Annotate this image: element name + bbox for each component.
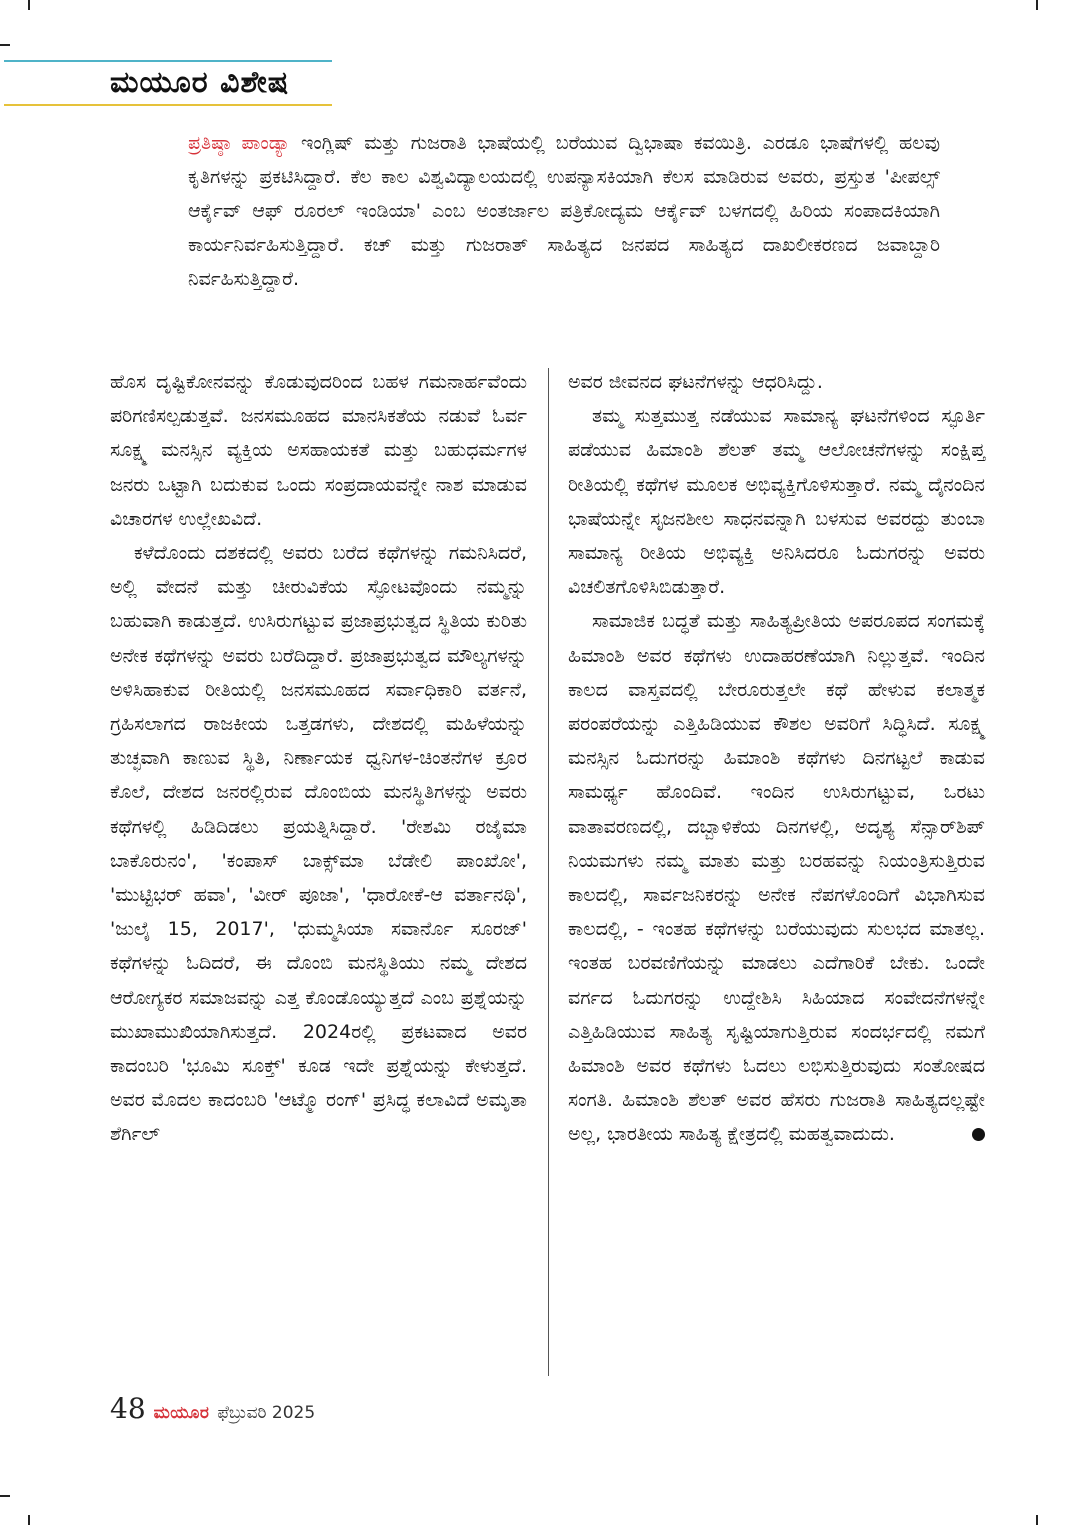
issue-date: ಫೆಬ್ರುವರಿ 2025: [217, 1403, 316, 1423]
paragraph: ಕಳೆದೊಂದು ದಶಕದಲ್ಲಿ ಅವರು ಬರೆದ ಕಥೆಗಳನ್ನು ಗಮನಿಸಿದರೆ, ಅಲ್ಲಿ ವೇದನೆ ಮತ್ತು ಚೀರುವಿಕೆಯ ಸ್ಫೋಟವೊಂದು ನಮ್ಮನ್ನು ಬಹುವಾಗಿ ಕಾಡುತ್ತದೆ. ಉಸಿರುಗಟ್ಟುವ ಪ್ರಜಾಪ್ರಭುತ್ವದ ಸ್ಥಿತಿಯ ಕುರಿತು ಅನೇಕ ಕಥೆಗಳನ್ನು ಅವರು ಬರೆದಿದ್ದಾರೆ. ಪ್ರಜಾಪ್ರಭುತ್ವದ ಮೌಲ್ಯಗಳನ್ನು ಅಳಿಸಿಹಾಕುವ ರೀತಿಯಲ್ಲಿ ಜನಸಮೂಹದ ಸರ್ವಾಧಿಕಾರಿ ವರ್ತನೆ, ಗ್ರಹಿಸಲಾಗದ ರಾಜಕೀಯ ಒತ್ತಡಗಳು, ದೇಶದಲ್ಲಿ ಮಹಿಳೆಯನ್ನು ತುಚ್ಛವಾಗಿ ಕಾಣುವ ಸ್ಥಿತಿ, ನಿರ್ಣಾಯಕ ಧ್ವನಿಗಳ-ಚಿಂತನೆಗಳ ಕ್ರೂರ ಕೊಲೆ, ದೇಶದ ಜನರಲ್ಲಿರುವ ದೊಂಬಿಯ ಮನಸ್ಥಿತಿಗಳನ್ನು ಅವರು ಕಥೆಗಳಲ್ಲಿ ಹಿಡಿದಿಡಲು ಪ್ರಯತ್ನಿಸಿದ್ದಾರೆ. 'ರೇಶಮಿ ರಜೈಮಾ ಬಾಕೊರುನಂ', 'ಕಂಪಾಸ್ ಬಾಕ್ಸ್‌ಮಾ ಬೆಡೇಲಿ ಪಾಂಖೋ', 'ಮುಟ್ಟಿಭರ್ ಹವಾ', 'ವೀರ್ ಪೂಜಾ', 'ಧಾರೋಕೆ-ಆ ವರ್ತಾನಥಿ', 'ಜುಲೈ 15, 2017', 'ಧುಮ್ಮಸಿಯಾ ಸವಾರ್ನೊ ಸೂರಜ್' ಕಥೆಗಳನ್ನು ಓದಿದರೆ, ಈ ದೊಂಬಿ ಮನಸ್ಥಿತಿಯು ನಮ್ಮ ದೇಶದ ಆರೋಗ್ಯಕರ ಸಮಾಜವನ್ನು ಎತ್ತ ಕೊಂಡೊಯ್ಯುತ್ತದೆ ಎಂಬ ಪ್ರಶ್ನೆಯನ್ನು ಮುಖಾಮುಖಿಯಾಗಿಸುತ್ತದೆ. 2024ರಲ್ಲಿ ಪ್ರಕಟವಾದ ಅವರ ಕಾದಂಬರಿ 'ಭೂಮಿ ಸೂಕ್ತ್' ಕೂಡ ಇದೇ ಪ್ರಶ್ನೆಯನ್ನು ಕೇಳುತ್ತದೆ. ಅವರ ಮೊದಲ ಕಾದಂಬರಿ 'ಆಟ್ಮೊ ರಂಗ್' ಪ್ರಸಿದ್ಧ ಕಲಾವಿದೆ ಅಮೃತಾ ಶೆರ್ಗಿಲ್: [110, 542, 527, 1146]
magazine-logo: ಮಯೂರ: [153, 1403, 210, 1423]
crop-mark: [28, 1515, 30, 1525]
crop-mark: [1036, 1515, 1038, 1525]
page-number: 48: [110, 1392, 146, 1425]
crop-mark: [1036, 0, 1038, 10]
paragraph-last: [568, 604, 985, 1151]
paragraph-text: ಸಾಮಾಜಿಕ ಬದ್ಧತೆ ಮತ್ತು ಸಾಹಿತ್ಯಪ್ರೀತಿಯ ಅಪರೂಪದ ಸಂಗಮಕ್ಕೆ ಹಿಮಾಂಶಿ ಅವರ ಕಥೆಗಳು ಉದಾಹರಣೆಯಾಗಿ ನಿಲ್ಲುತ್ತವೆ. ಇಂದಿನ ಕಾಲದ ವಾಸ್ತವದಲ್ಲಿ ಬೇರೂರುತ್ತಲೇ ಕಥೆ ಹೇಳುವ ಕಲಾತ್ಮಕ ಪರಂಪರೆಯನ್ನು ಎತ್ತಿಹಿಡಿಯುವ ಕೌಶಲ ಅವರಿಗೆ ಸಿದ್ಧಿಸಿದೆ. ಸೂಕ್ಷ್ಮ ಮನಸ್ಸಿನ ಓದುಗರನ್ನು ಹಿಮಾಂಶಿ ಕಥೆಗಳು ದಿನಗಟ್ಟಲೆ ಕಾಡುವ ಸಾಮರ್ಥ್ಯ ಹೊಂದಿವೆ. ಇಂದಿನ ಉಸಿರುಗಟ್ಟುವ, ಒರಟು ವಾತಾವರಣದಲ್ಲಿ, ದಬ್ಬಾಳಿಕೆಯ ದಿನಗಳಲ್ಲಿ, ಅದೃಶ್ಯ ಸೆನ್ಸಾರ್‌ಶಿಪ್ ನಿಯಮಗಳು ನಮ್ಮ ಮಾತು ಮತ್ತು ಬರಹವನ್ನು ನಿಯಂತ್ರಿಸುತ್ತಿರುವ ಕಾಲದಲ್ಲಿ, ಸಾರ್ವಜನಿಕರನ್ನು ಅನೇಕ ನೆಪಗಳೊಂದಿಗೆ ವಿಭಾಗಿಸುವ ಕಾಲದಲ್ಲಿ, - ಇಂತಹ ಕಥೆಗಳನ್ನು ಬರೆಯುವುದು ಸುಲಭದ ಮಾತಲ್ಲ. ಇಂತಹ ಬರವಣಿಗೆಯನ್ನು ಮಾಡಲು ಎದೆಗಾರಿಕೆ ಬೇಕು. ಒಂದೇ ವರ್ಗದ ಓದುಗರನ್ನು ಉದ್ದೇಶಿಸಿ ಸಿಹಿಯಾದ ಸಂವೇದನೆಗಳನ್ನೇ ಎತ್ತಿಹಿಡಿಯುವ ಸಾಹಿತ್ಯ ಸೃಷ್ಟಿಯಾಗುತ್ತಿರುವ ಸಂದರ್ಭದಲ್ಲಿ ನಮಗೆ ಹಿಮಾಂಶಿ ಅವರ ಕಥೆಗಳು ಓದಲು ಲಭಿಸುತ್ತಿರುವುದು ಸಂತೋಷದ ಸಂಗತಿ. ಹಿಮಾಂಶಿ ಶೆಲತ್ ಅವರ ಹೆಸರು ಗುಜರಾತಿ ಸಾಹಿತ್ಯದಲ್ಲಷ್ಟೇ ಅಲ್ಲ, ಭಾರತೀಯ ಸಾಹಿತ್ಯ ಕ್ಷೇತ್ರದಲ್ಲಿ ಮಹತ್ವವಾದುದು.: [568, 610, 985, 1146]
column-divider: [548, 368, 549, 1376]
header-rule-bottom: [4, 104, 332, 106]
author-name: ಪ್ರತಿಷ್ಠಾ ಪಾಂಡ್ಯಾ: [188, 132, 291, 154]
header-rule-top: [4, 60, 332, 62]
crop-mark: [0, 44, 10, 46]
end-of-article-bullet-icon: [972, 1128, 985, 1141]
left-column: [110, 365, 527, 1152]
paragraph: ಅವರ ಜೀವನದ ಘಟನೆಗಳನ್ನು ಆಧರಿಸಿದ್ದು.: [568, 371, 823, 393]
author-bio: [188, 126, 940, 296]
paragraph: ಹೊಸ ದೃಷ್ಟಿಕೋನವನ್ನು ಕೊಡುವುದರಿಂದ ಬಹಳ ಗಮನಾರ್ಹವೆಂದು ಪರಿಗಣಿಸಲ್ಪಡುತ್ತವೆ. ಜನಸಮೂಹದ ಮಾನಸಿಕತೆಯ ನಡುವೆ ಓರ್ವ ಸೂಕ್ಷ್ಮ ಮನಸ್ಸಿನ ವ್ಯಕ್ತಿಯ ಅಸಹಾಯಕತೆ ಮತ್ತು ಬಹುಧರ್ಮಗಳ ಜನರು ಒಟ್ಟಾಗಿ ಬದುಕುವ ಒಂದು ಸಂಪ್ರದಾಯವನ್ನೇ ನಾಶ ಮಾಡುವ ವಿಚಾರಗಳ ಉಲ್ಲೇಖವಿದೆ.: [110, 371, 527, 530]
crop-mark: [28, 0, 30, 10]
section-title: ಮಯೂರ ವಿಶೇಷ: [110, 65, 290, 100]
page-footer: [110, 1392, 315, 1428]
right-column: [568, 365, 985, 1152]
paragraph: ತಮ್ಮ ಸುತ್ತಮುತ್ತ ನಡೆಯುವ ಸಾಮಾನ್ಯ ಘಟನೆಗಳಿಂದ ಸ್ಫೂರ್ತಿ ಪಡೆಯುವ ಹಿಮಾಂಶಿ ಶೆಲತ್ ತಮ್ಮ ಆಲೋಚನೆಗಳನ್ನು ಸಂಕ್ಷಿಪ್ತ ರೀತಿಯಲ್ಲಿ ಕಥೆಗಳ ಮೂಲಕ ಅಭಿವ್ಯಕ್ತಿಗೊಳಿಸುತ್ತಾರೆ. ನಮ್ಮ ದೈನಂದಿನ ಭಾಷೆಯನ್ನೇ ಸೃಜನಶೀಲ ಸಾಧನವನ್ನಾಗಿ ಬಳಸುವ ಅವರದ್ದು ತುಂಬಾ ಸಾಮಾನ್ಯ ರೀತಿಯ ಅಭಿವ್ಯಕ್ತಿ ಅನಿಸಿದರೂ ಓದುಗರನ್ನು ಅವರು ವಿಚಲಿತಗೊಳಿಸಿಬಿಡುತ್ತಾರೆ.: [568, 405, 985, 599]
author-bio-text: ಇಂಗ್ಲಿಷ್ ಮತ್ತು ಗುಜರಾತಿ ಭಾಷೆಯಲ್ಲಿ ಬರೆಯುವ ದ್ವಿಭಾಷಾ ಕವಯಿತ್ರಿ. ಎರಡೂ ಭಾಷೆಗಳಲ್ಲಿ ಹಲವು ಕೃತಿಗಳನ್ನು ಪ್ರಕಟಿಸಿದ್ದಾರೆ. ಕೆಲ ಕಾಲ ವಿಶ್ವವಿದ್ಯಾಲಯದಲ್ಲಿ ಉಪನ್ಯಾಸಕಿಯಾಗಿ ಕೆಲಸ ಮಾಡಿರುವ ಅವರು, ಪ್ರಸ್ತುತ 'ಪೀಪಲ್ಸ್ ಆರ್ಕೈವ್ ಆಫ್ ರೂರಲ್ ಇಂಡಿಯಾ' ಎಂಬ ಅಂತರ್ಜಾಲ ಪತ್ರಿಕೋದ್ಯಮ ಆರ್ಕೈವ್ ಬಳಗದಲ್ಲಿ ಹಿರಿಯ ಸಂಪಾದಕಿಯಾಗಿ ಕಾರ್ಯನಿರ್ವಹಿಸುತ್ತಿದ್ದಾರೆ. ಕಚ್ ಮತ್ತು ಗುಜರಾತ್ ಸಾಹಿತ್ಯದ ಜನಪದ ಸಾಹಿತ್ಯದ ದಾಖಲೀಕರಣದ ಜವಾಬ್ದಾರಿ ನಿರ್ವಹಿಸುತ್ತಿದ್ದಾರೆ.: [188, 132, 940, 290]
crop-mark: [0, 1495, 10, 1497]
